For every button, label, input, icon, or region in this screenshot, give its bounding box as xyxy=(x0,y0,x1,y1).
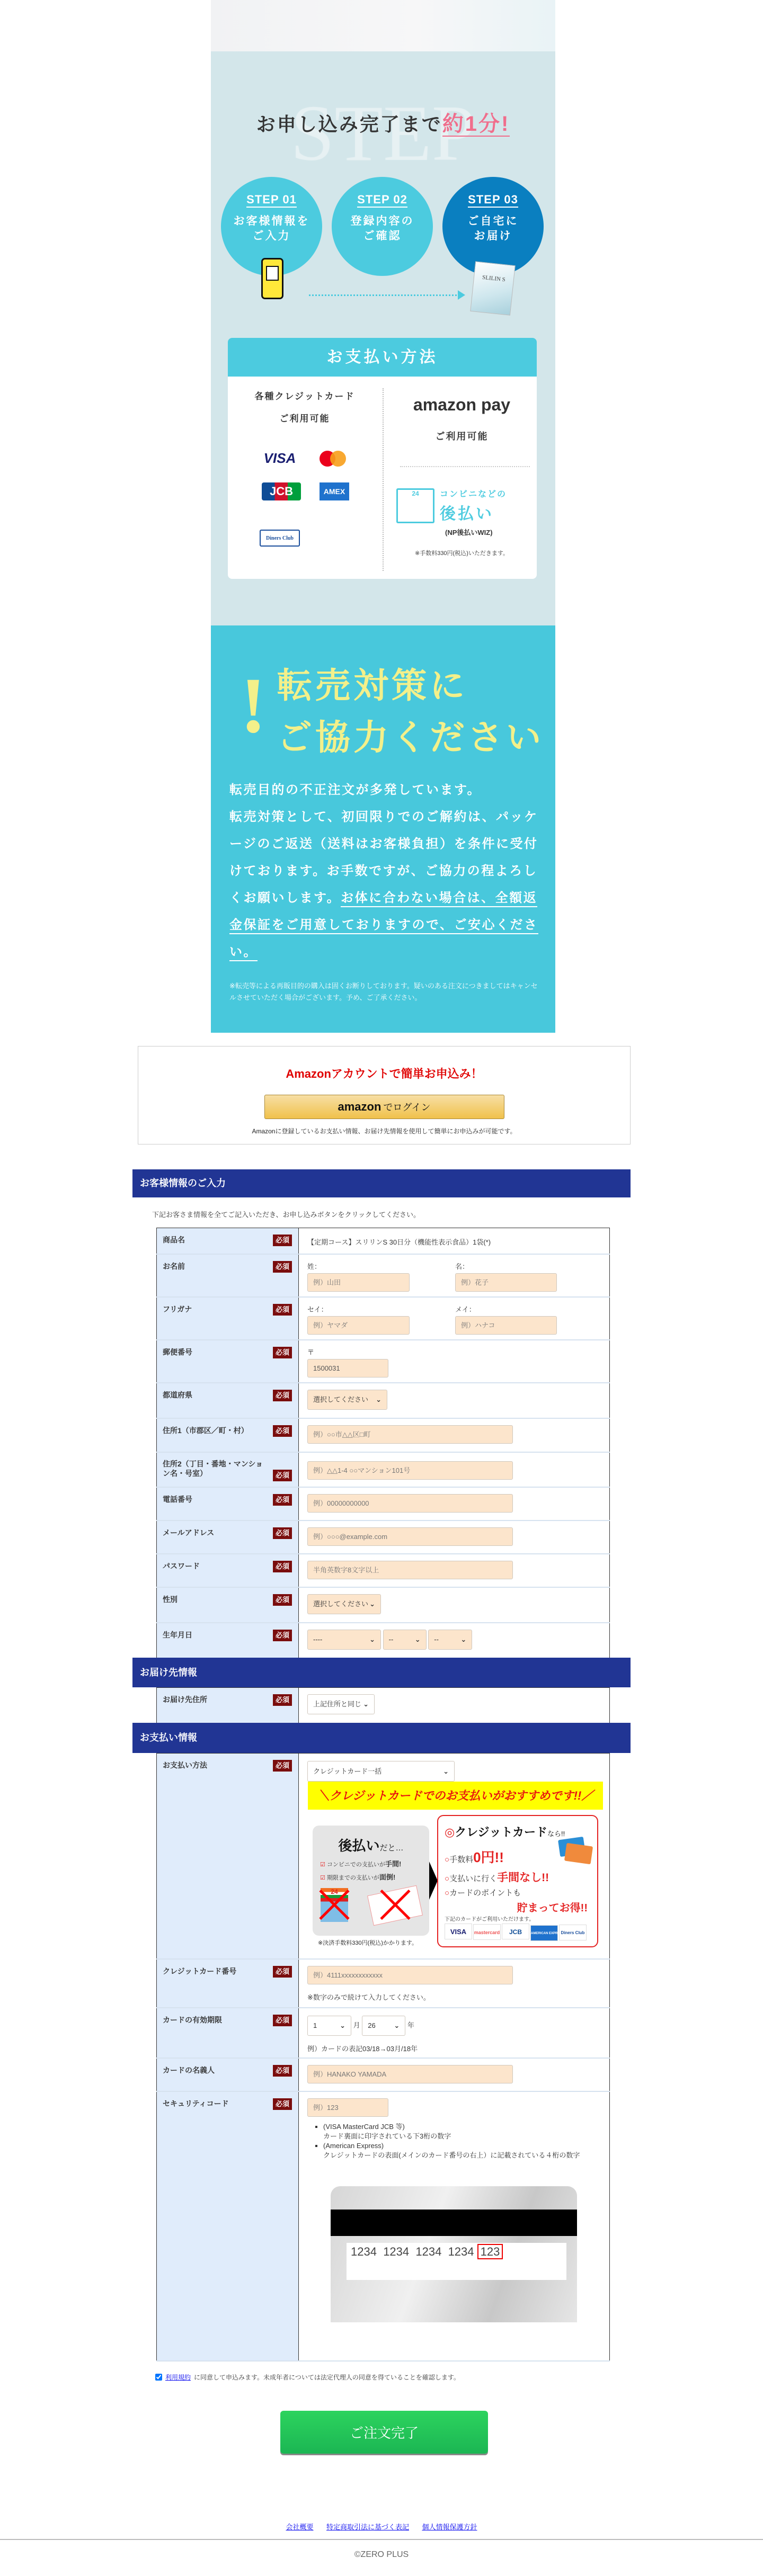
email-input[interactable]: 例）○○○@example.com xyxy=(307,1527,513,1546)
field-label: カードの名義人 xyxy=(163,2065,215,2074)
payment-method-select[interactable]: クレジットカード一括 ⌄ xyxy=(307,1761,455,1782)
arrow-right-icon xyxy=(429,1862,438,1900)
cards-available-text: 下記のカードがご利用いただけます。 xyxy=(445,1917,535,1922)
row-email xyxy=(157,1520,610,1554)
benefit-text: 手数料 xyxy=(449,1855,474,1864)
required-badge: 必須 xyxy=(273,1347,292,1358)
required-badge: 必須 xyxy=(273,2065,292,2077)
deferred-title: 後払い xyxy=(440,505,494,523)
circle-icon: ○ xyxy=(445,1874,450,1883)
phone-input[interactable]: 例）00000000000 xyxy=(307,1494,513,1513)
required-badge: 必須 xyxy=(273,1261,292,1273)
required-badge: 必須 xyxy=(273,1304,292,1316)
field-label: 生年月日 xyxy=(163,1630,192,1639)
item-text: コンビニでの支払いが xyxy=(326,1862,385,1868)
amazon-login-label: でログイン xyxy=(383,1102,431,1113)
mastercard-logo xyxy=(320,451,350,467)
resale-body xyxy=(229,776,542,965)
row-expiry xyxy=(157,2008,610,2058)
smartphone-icon xyxy=(261,258,283,299)
note-text: クレジットカードの表面(メインのカード番号の右上）に記載されている４桁の数字 xyxy=(323,2151,580,2159)
card-digits: 1234 xyxy=(383,2245,410,2258)
row-gender xyxy=(157,1587,610,1623)
visa-logo: VISA xyxy=(263,450,296,466)
field-label: 郵便番号 xyxy=(163,1347,192,1356)
step-text: お客様情報を xyxy=(233,215,310,227)
item-bold: 面倒! xyxy=(379,1873,396,1881)
required-badge: 必須 xyxy=(273,1760,292,1772)
credit-card-text xyxy=(233,386,376,430)
expiry-example: 例）カードの表記03/18→03月/18年 xyxy=(307,2044,418,2053)
deferred-line1: コンビニなどの xyxy=(440,490,507,499)
required-badge: 必須 xyxy=(273,1694,292,1706)
step-text: ご自宅に xyxy=(467,215,519,227)
year-unit: 年 xyxy=(407,2020,414,2029)
required-badge: 必須 xyxy=(273,1425,292,1437)
divider xyxy=(400,466,530,467)
security-code-input[interactable]: 例）123 xyxy=(307,2098,388,2117)
security-code-notes xyxy=(323,2122,609,2160)
payment-methods-box xyxy=(228,338,537,579)
delivery-form-table xyxy=(156,1687,610,1724)
row-address2 xyxy=(157,1452,610,1487)
credit-title-suffix: なら!! xyxy=(547,1830,565,1838)
row-birthday xyxy=(157,1623,610,1658)
required-badge: 必須 xyxy=(273,2015,292,2026)
card-number-note: ※数字のみで続けて入力してください。 xyxy=(307,1993,430,2001)
dotted-arrow-line xyxy=(309,294,460,296)
last-name-kana-input[interactable]: 例）ヤマダ xyxy=(307,1316,410,1335)
row-address1 xyxy=(157,1418,610,1452)
field-label: お名前 xyxy=(163,1262,185,1271)
checkbox-icon: ☑ xyxy=(320,1875,325,1881)
credit-card-benefits-panel xyxy=(437,1815,598,1947)
resale-body-p1: 転売目的の不正注文が多発しています。 xyxy=(229,783,482,797)
company-link[interactable]: 会社概要 xyxy=(286,2523,314,2531)
product-name: 【定期コース】スリリンS 30日分（機能性表示食品）1袋(*) xyxy=(307,1238,491,1246)
field-label: メールアドレス xyxy=(163,1528,215,1537)
diners-club-logo: Diners Club xyxy=(260,530,300,547)
mastercard-logo: mastercard xyxy=(473,1924,501,1940)
step-label: STEP 03 xyxy=(468,193,518,208)
refund-guarantee-text: お体に合わない場合は、全額返金保証をご用意しておりますので、ご安心ください。 xyxy=(229,891,538,961)
card-digits: 1234 xyxy=(415,2245,442,2258)
footer-divider xyxy=(0,2539,763,2540)
amazon-logo: amazon xyxy=(338,1100,382,1113)
field-label: お支払い方法 xyxy=(163,1761,207,1769)
privacy-policy-link[interactable]: 個人情報保護方針 xyxy=(422,2523,477,2531)
credit-line: ご利用可能 xyxy=(279,414,330,424)
field-label: 電話番号 xyxy=(163,1495,192,1504)
address2-input[interactable]: 例）△△1-4 ○○マンション101号 xyxy=(307,1461,513,1480)
row-kana xyxy=(157,1297,610,1340)
deferred-payment-panel xyxy=(313,1826,429,1936)
required-badge: 必須 xyxy=(273,1235,292,1246)
resale-warning-section xyxy=(211,625,555,1033)
mei-kana-label: メイ： xyxy=(455,1305,476,1313)
field-label: 商品名 xyxy=(163,1236,185,1244)
visa-logo: VISA xyxy=(445,1924,472,1939)
deferred-title-rest: だと… xyxy=(379,1844,404,1853)
amazon-login-note: Amazonに登録しているお支払い情報、お届け先情報を使用して簡単にお申込みが可能です。 xyxy=(252,1128,517,1135)
card-holder-input[interactable]: 例）HANAKO YAMADA xyxy=(307,2065,513,2083)
legal-notice-link[interactable]: 特定商取引法に基づく表記 xyxy=(326,2523,409,2531)
security-code-highlight: 123 xyxy=(477,2244,503,2259)
field-label: 都道府県 xyxy=(163,1390,192,1399)
row-delivery-address xyxy=(157,1688,610,1723)
note-title: (American Express) xyxy=(323,2141,384,2150)
row-card-holder xyxy=(157,2058,610,2091)
required-badge: 必須 xyxy=(273,1630,292,1641)
benefit-text: カードのポイントも xyxy=(449,1889,521,1898)
amex-logo: AMEX xyxy=(320,482,349,500)
step-text: ご確認 xyxy=(363,230,402,242)
credit-card-icon xyxy=(564,1843,593,1865)
postal-code-input[interactable]: 1500031 xyxy=(307,1359,388,1378)
field-label: パスワード xyxy=(163,1561,200,1570)
mei-label: 名： xyxy=(455,1262,469,1271)
benefit-highlight: 貯まってお得!! xyxy=(517,1902,588,1914)
double-circle-icon: ◎ xyxy=(445,1826,455,1839)
amazon-pay-logo: amazon pay xyxy=(413,395,511,414)
jcb-logo: JCB xyxy=(502,1924,529,1939)
row-password xyxy=(157,1554,610,1587)
required-badge: 必須 xyxy=(273,1527,292,1539)
heading-highlight: 約1分! xyxy=(442,112,510,136)
benefit-highlight: 手間なし!! xyxy=(497,1872,549,1884)
step-text: ご入力 xyxy=(252,230,291,242)
credit-recommend-banner: ＼クレジットカードでのお支払いがおすすめです!!／ xyxy=(308,1782,603,1810)
required-badge: 必須 xyxy=(273,1494,292,1506)
field-label: お届け先住所 xyxy=(163,1695,207,1704)
first-name-input[interactable]: 例）花子 xyxy=(455,1273,557,1292)
deferred-fee-note: ※決済手数料330円(税込)かかります。 xyxy=(318,1940,418,1946)
resale-body-p2: 転売対策として、初回限りでのご解約は、パッケージのご返送（送料はお客様負担）を条件に受付けております。お手数ですが、ご協力の程よろしくお願いします。 xyxy=(229,810,538,905)
section-header-customer: お客様情報のご入力 xyxy=(132,1169,631,1197)
birth-year-select[interactable]: ---- ⌄ xyxy=(307,1630,381,1650)
step-label: STEP 02 xyxy=(357,193,407,208)
circle-icon: ○ xyxy=(445,1855,450,1864)
arrow-right-icon xyxy=(458,290,465,300)
magnetic-stripe xyxy=(331,2210,577,2236)
exclamation-icon: ! xyxy=(240,661,267,749)
card-digits: 1234 xyxy=(351,2245,377,2258)
required-badge: 必須 xyxy=(273,1966,292,1978)
step-02 xyxy=(332,177,433,276)
row-prefecture xyxy=(157,1383,610,1418)
amazon-login-box xyxy=(138,1046,631,1144)
field-label: 性別 xyxy=(163,1595,178,1604)
note-item xyxy=(323,2122,609,2141)
benefit-highlight: 0円!! xyxy=(473,1849,504,1865)
step-text: お届け xyxy=(474,230,512,242)
row-phone xyxy=(157,1487,610,1520)
required-badge: 必須 xyxy=(273,1594,292,1606)
first-name-kana-input[interactable]: 例）ハナコ xyxy=(455,1316,557,1335)
deferred-item xyxy=(320,1871,429,1884)
postal-mark: 〒 xyxy=(307,1348,315,1356)
card-number-input[interactable]: 例）4111xxxxxxxxxxxx xyxy=(307,1966,513,1984)
password-input[interactable]: 半角英数字8文字以上 xyxy=(307,1561,513,1579)
submit-order-button[interactable]: ご注文完了 xyxy=(280,2411,488,2454)
resale-note: ※転売等による再販目的の購入は固くお断りしております。疑いのある注文につきましてはキャンセルさせていただく場合がございます。予め、ご了承ください。 xyxy=(229,982,538,1001)
section-header-delivery: お届け先情報 xyxy=(132,1658,631,1687)
row-name xyxy=(157,1254,610,1297)
item-bold: 手間! xyxy=(385,1860,402,1868)
required-badge: 必須 xyxy=(273,1390,292,1401)
field-label: セキュリティコード xyxy=(163,2099,229,2108)
signature-strip xyxy=(347,2243,566,2280)
customer-form-table xyxy=(156,1228,610,1659)
field-label: 住所2（丁目・番地・マンション名・号室） xyxy=(163,1459,263,1478)
card-back-security-code-image xyxy=(331,2186,577,2322)
step-03 xyxy=(442,177,544,276)
note-item xyxy=(323,2141,609,2160)
last-name-input[interactable]: 例）山田 xyxy=(307,1273,410,1292)
agreement-row xyxy=(155,2373,460,2382)
terms-link[interactable]: 利用規約 xyxy=(165,2374,191,2381)
row-product xyxy=(157,1228,610,1254)
deferred-item xyxy=(320,1858,429,1871)
step-label: STEP 01 xyxy=(246,193,297,208)
gender-select[interactable]: 選択してください ⌄ xyxy=(307,1594,381,1614)
convenience-store-icon: 24 xyxy=(396,488,434,523)
field-label: クレジットカード番号 xyxy=(163,1966,237,1975)
divider xyxy=(383,388,384,571)
note-text: カード裏面に印字されている下3桁の数字 xyxy=(323,2132,451,2140)
field-label: 住所1（市郡区／町・村） xyxy=(163,1426,249,1435)
amazon-login-button[interactable] xyxy=(264,1095,504,1119)
payment-methods-title: お支払い方法 xyxy=(228,338,537,377)
item-text: 期限までの支払いが xyxy=(326,1875,379,1881)
required-badge: 必須 xyxy=(273,2098,292,2110)
agreement-text: に同意して申込みます。未成年者については法定代理人の同意を得ていることを確認します。 xyxy=(194,2374,460,2381)
amazon-login-title: Amazonアカウントで簡単お申込み！ xyxy=(286,1067,483,1080)
field-label: カードの有効期限 xyxy=(163,2015,222,2024)
credit-line: 各種クレジットカード xyxy=(254,391,355,401)
section-header-payment: お支払い情報 xyxy=(132,1723,631,1753)
deferred-title: 後払い xyxy=(338,1838,380,1854)
cross-icon xyxy=(378,1888,412,1922)
form-instruction: 下記お客さま情報を全てご記入いただき、お申し込みボタンをクリックしてください。 xyxy=(152,1211,420,1219)
jcb-logo: JCB xyxy=(262,482,301,500)
diners-club-logo: Diners Club xyxy=(559,1925,587,1940)
address1-input[interactable]: 例）○○市△△区□町 xyxy=(307,1425,513,1444)
row-card-number xyxy=(157,1959,610,2008)
row-postal xyxy=(157,1340,610,1383)
agreement-checkbox[interactable] xyxy=(155,2374,162,2381)
prefecture-select[interactable]: 選択してください ⌄ xyxy=(307,1390,387,1410)
cross-icon xyxy=(317,1888,351,1922)
sei-kana-label: セイ： xyxy=(307,1305,328,1313)
amazon-pay-text: ご利用可能 xyxy=(435,431,489,442)
required-badge: 必須 xyxy=(273,1561,292,1572)
amex-logo: AMERICAN EXPRESS xyxy=(530,1925,558,1941)
month-unit: 月 xyxy=(353,2020,360,2029)
resale-title-line2: ご協力ください xyxy=(277,719,544,757)
note-title: (VISA MasterCard JCB 等) xyxy=(323,2122,405,2131)
copyright: ©ZERO PLUS xyxy=(354,2550,409,2559)
resale-title-line1: 転売対策に xyxy=(277,667,468,705)
expiry-month-select[interactable]: 1 ⌄ xyxy=(307,2016,351,2036)
benefit-text: 支払いに行く xyxy=(449,1874,498,1883)
sei-label: 姓： xyxy=(307,1262,322,1271)
hero-image-bottom xyxy=(211,0,555,51)
birth-day-select[interactable]: -- ⌄ xyxy=(428,1630,472,1650)
product-package-image: SLILIN S xyxy=(470,261,516,315)
required-badge: 必須 xyxy=(273,1470,292,1481)
field-label: フリガナ xyxy=(163,1304,192,1313)
deferred-fee-note: ※手数料330円(税込)いただきます。 xyxy=(414,550,509,557)
checkbox-icon: ☑ xyxy=(320,1862,325,1868)
convenience-store-icon: 24 xyxy=(321,1888,348,1922)
card-digits: 1234 xyxy=(448,2245,474,2258)
heading-prefix: お申し込み完了まで xyxy=(256,113,442,135)
step-text: 登録内容の xyxy=(350,215,414,227)
deferred-sub: (NP後払いWIZ) xyxy=(445,529,493,536)
steps-section xyxy=(211,51,555,625)
footer-links xyxy=(0,2521,763,2532)
credit-title: クレジットカード xyxy=(455,1826,547,1839)
birth-month-select[interactable]: -- ⌄ xyxy=(383,1630,427,1650)
expiry-year-select[interactable]: 26 ⌄ xyxy=(362,2016,405,2036)
steps-heading xyxy=(211,107,555,137)
delivery-address-select[interactable]: 上記住所と同じ ⌄ xyxy=(307,1694,375,1714)
circle-icon: ○ xyxy=(445,1889,450,1898)
